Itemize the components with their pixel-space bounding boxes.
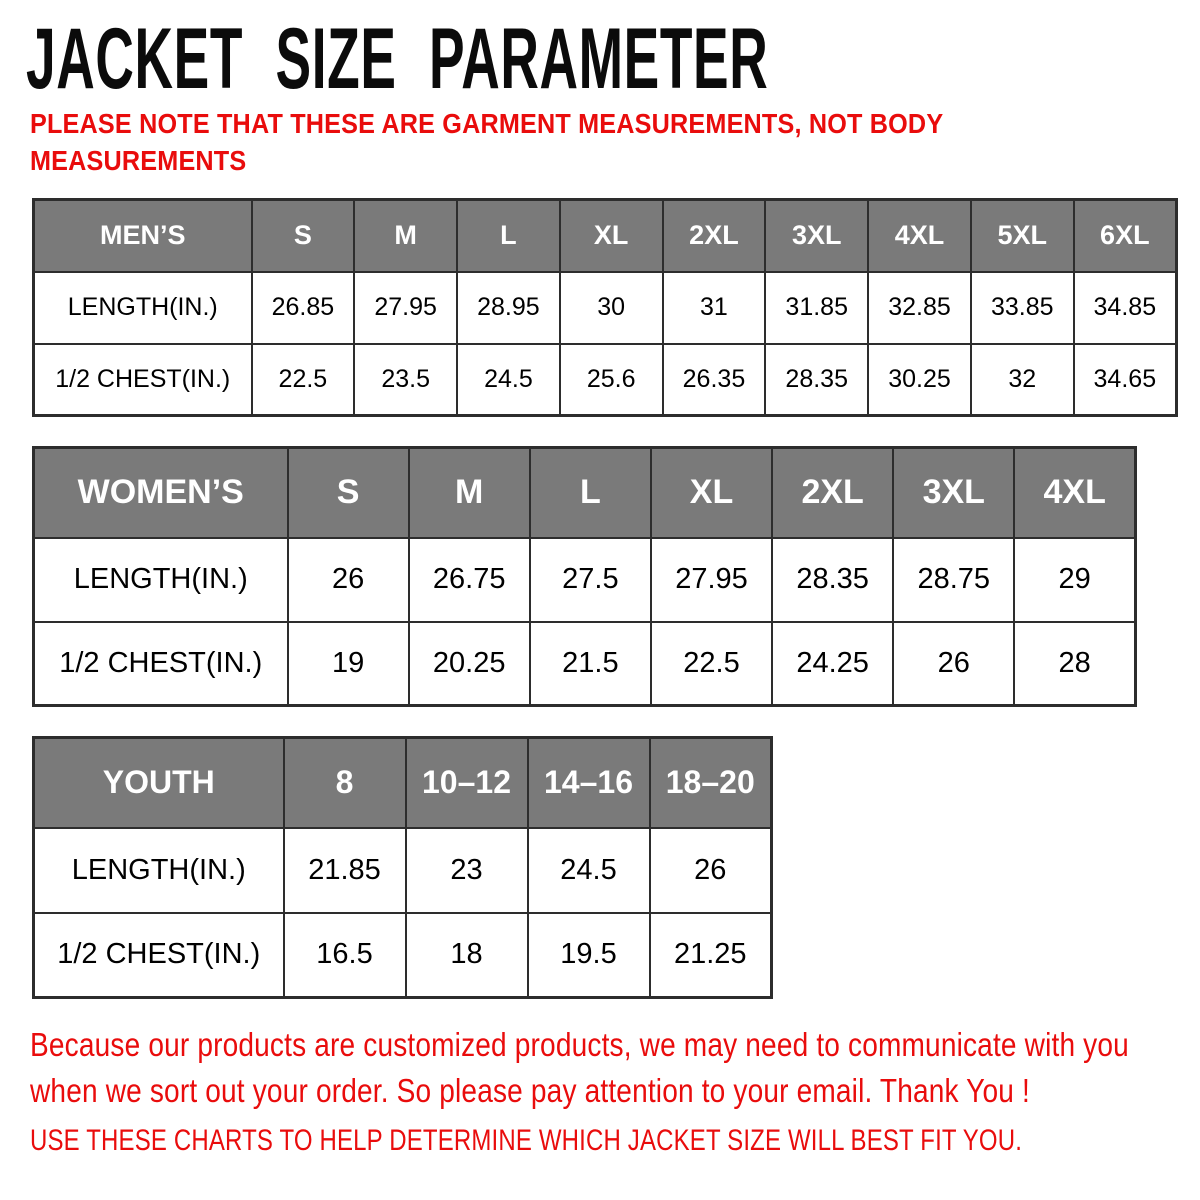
size-header-cell: 10–12 — [406, 738, 528, 828]
youth-size-table — [32, 736, 773, 999]
size-header-cell: S — [252, 200, 355, 272]
size-value-cell: 28.75 — [893, 538, 1014, 622]
size-header-cell: 3XL — [765, 200, 868, 272]
size-header-cell: 8 — [284, 738, 406, 828]
size-value-cell: 19.5 — [528, 913, 650, 998]
size-value-cell: 20.25 — [409, 622, 530, 706]
size-header-cell: 4XL — [868, 200, 971, 272]
size-value-cell: 29 — [1014, 538, 1135, 622]
size-value-cell: 24.5 — [457, 344, 560, 416]
size-value-cell: 25.6 — [560, 344, 663, 416]
size-value-cell: 27.95 — [354, 272, 457, 344]
size-header-cell: 2XL — [772, 448, 893, 538]
size-value-cell: 26 — [893, 622, 1014, 706]
size-value-cell: 22.5 — [651, 622, 772, 706]
size-value-cell: 28.35 — [765, 344, 868, 416]
size-value-cell: 28 — [1014, 622, 1135, 706]
size-value-cell: 27.95 — [651, 538, 772, 622]
size-header-cell: L — [457, 200, 560, 272]
size-header-cell: M — [409, 448, 530, 538]
size-value-cell: 32 — [971, 344, 1074, 416]
size-value-cell: 21.5 — [530, 622, 651, 706]
size-value-cell: 21.85 — [284, 828, 406, 913]
size-header-cell: M — [354, 200, 457, 272]
size-header-cell: XL — [560, 200, 663, 272]
size-value-cell: 24.5 — [528, 828, 650, 913]
womens-table-header — [34, 448, 1136, 538]
size-value-cell: 31.85 — [765, 272, 868, 344]
header-row — [34, 200, 1177, 272]
size-value-cell: 33.85 — [971, 272, 1074, 344]
youth-table-body — [34, 828, 772, 998]
size-value-cell: 23.5 — [354, 344, 457, 416]
header-row — [34, 448, 1136, 538]
table-title-cell: YOUTH — [34, 738, 284, 828]
size-header-cell: 6XL — [1074, 200, 1177, 272]
row-label: LENGTH(IN.) — [34, 272, 252, 344]
table-row — [34, 272, 1177, 344]
footer-note-customization: Because our products are customized products, we may need to communicate with you when we sort out your order. So please pay attention to your email. Thank You ! — [30, 1026, 1129, 1109]
row-label: 1/2 CHEST(IN.) — [34, 622, 288, 706]
size-header-cell: XL — [651, 448, 772, 538]
mens-table-header — [34, 200, 1177, 272]
size-value-cell: 32.85 — [868, 272, 971, 344]
size-value-cell: 34.65 — [1074, 344, 1177, 416]
size-value-cell: 26 — [650, 828, 772, 913]
row-label: LENGTH(IN.) — [34, 538, 288, 622]
size-header-cell: 3XL — [893, 448, 1014, 538]
size-value-cell: 18 — [406, 913, 528, 998]
size-value-cell: 19 — [288, 622, 409, 706]
size-header-cell: S — [288, 448, 409, 538]
size-header-cell: 4XL — [1014, 448, 1135, 538]
size-value-cell: 24.25 — [772, 622, 893, 706]
mens-table-body — [34, 272, 1177, 416]
page-title: JACKET SIZE PARAMETER — [26, 11, 769, 107]
table-row — [34, 344, 1177, 416]
header-row — [34, 738, 772, 828]
womens-size-table — [32, 446, 1137, 707]
size-value-cell: 34.85 — [1074, 272, 1177, 344]
table-row — [34, 622, 1136, 706]
size-header-cell: 18–20 — [650, 738, 772, 828]
row-label: LENGTH(IN.) — [34, 828, 284, 913]
size-value-cell: 30 — [560, 272, 663, 344]
size-header-cell: 14–16 — [528, 738, 650, 828]
size-value-cell: 28.95 — [457, 272, 560, 344]
row-label: 1/2 CHEST(IN.) — [34, 913, 284, 998]
table-row — [34, 538, 1136, 622]
size-value-cell: 16.5 — [284, 913, 406, 998]
size-value-cell: 23 — [406, 828, 528, 913]
youth-table-header — [34, 738, 772, 828]
size-header-cell: 2XL — [663, 200, 766, 272]
size-header-cell: 5XL — [971, 200, 1074, 272]
size-value-cell: 30.25 — [868, 344, 971, 416]
table-title-cell: MEN’S — [34, 200, 252, 272]
garment-measurement-note: PLEASE NOTE THAT THESE ARE GARMENT MEASUREMENTS, NOT BODY MEASUREMENTS — [30, 108, 943, 176]
womens-table-body — [34, 538, 1136, 706]
size-value-cell: 28.35 — [772, 538, 893, 622]
row-label: 1/2 CHEST(IN.) — [34, 344, 252, 416]
size-value-cell: 26 — [288, 538, 409, 622]
size-value-cell: 27.5 — [530, 538, 651, 622]
mens-size-table — [32, 198, 1178, 417]
size-value-cell: 26.75 — [409, 538, 530, 622]
size-value-cell: 26.35 — [663, 344, 766, 416]
footer-note-fit: USE THESE CHARTS TO HELP DETERMINE WHICH JACKET SIZE WILL BEST FIT YOU. — [30, 1124, 1023, 1157]
size-header-cell: L — [530, 448, 651, 538]
table-row — [34, 913, 772, 998]
size-value-cell: 21.25 — [650, 913, 772, 998]
size-value-cell: 31 — [663, 272, 766, 344]
size-value-cell: 22.5 — [252, 344, 355, 416]
table-row — [34, 828, 772, 913]
size-value-cell: 26.85 — [252, 272, 355, 344]
table-title-cell: WOMEN’S — [34, 448, 288, 538]
